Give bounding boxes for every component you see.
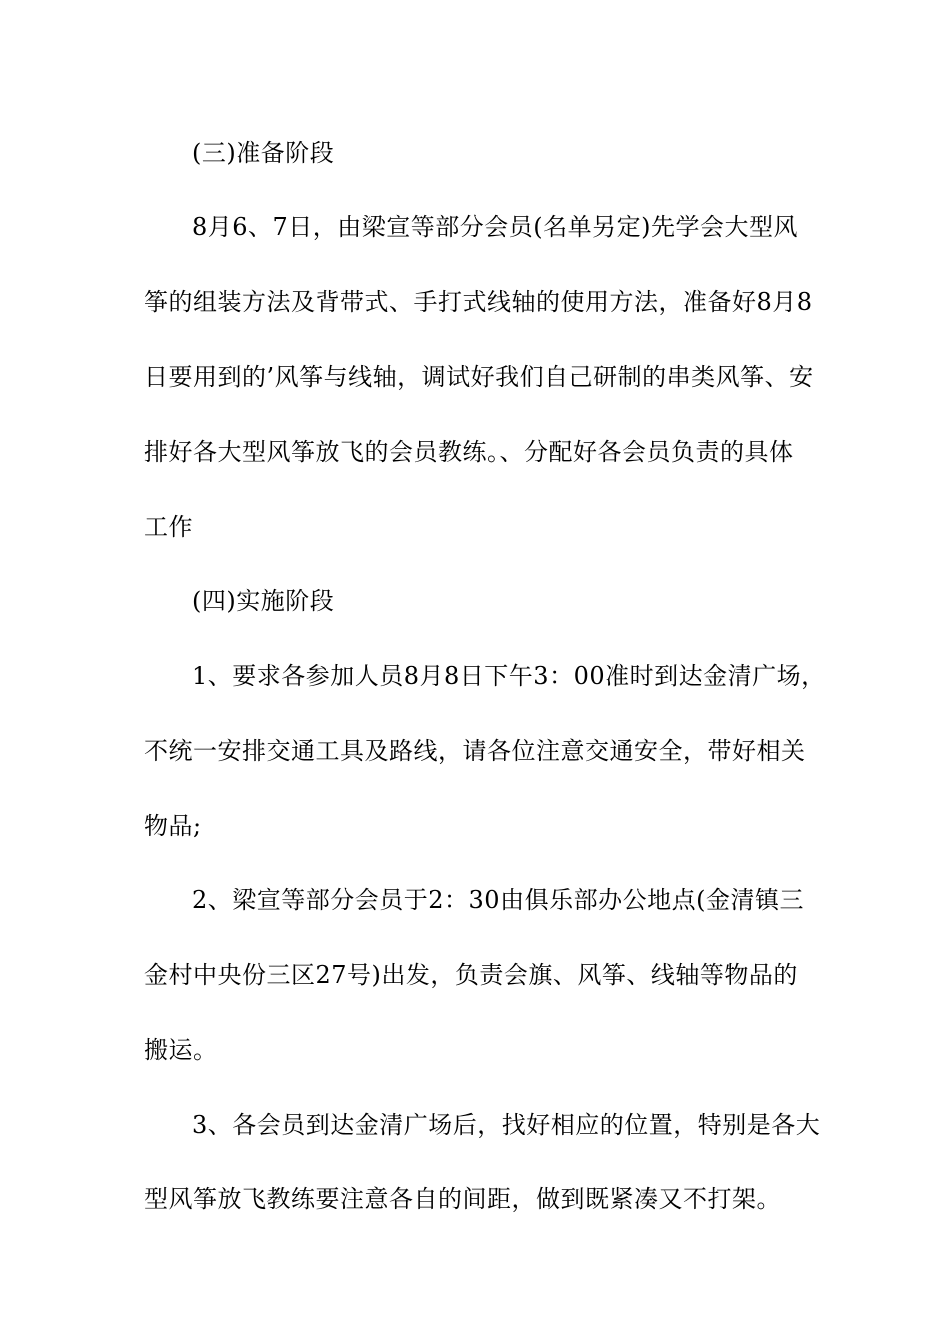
paragraph-line: 筝的组装方法及背带式、手打式线轴的使用方法，准备好8月8 <box>144 288 813 316</box>
paragraph-line: 不统一安排交通工具及路线，请各位注意交通安全，带好相关 <box>144 737 806 765</box>
paragraph-line: 8月6、7日，由梁宣等部分会员(名单另定)先学会大型风 <box>192 213 799 241</box>
paragraph-line: 3、各会员到达金清广场后，找好相应的位置，特别是各大 <box>192 1111 821 1139</box>
paragraph-line: 型风筝放飞教练要注意各自的间距，做到既紧凑又不打架。 <box>144 1185 781 1213</box>
paragraph-line: 工作 <box>144 513 193 541</box>
paragraph-line: 1、要求各参加人员8月8日下午3：00准时到达金清广场， <box>192 662 826 690</box>
section-heading-preparation: (三)准备阶段 <box>192 139 335 167</box>
paragraph-line: 金村中央份三区27号)出发，负责会旗、风筝、线轴等物品的 <box>144 961 798 989</box>
section-heading-implementation: (四)实施阶段 <box>192 587 335 615</box>
paragraph-line: 2、梁宣等部分会员于2：30由俱乐部办公地点(金清镇三 <box>192 886 804 914</box>
paragraph-line: 搬运。 <box>144 1036 218 1064</box>
paragraph-line: 日要用到的’风筝与线轴，调试好我们自己研制的串类风筝、安 <box>144 363 814 391</box>
paragraph-line: 排好各大型风筝放飞的会员教练。、分配好各会员负责的具体 <box>144 438 794 466</box>
paragraph-line: 物品; <box>144 812 202 840</box>
